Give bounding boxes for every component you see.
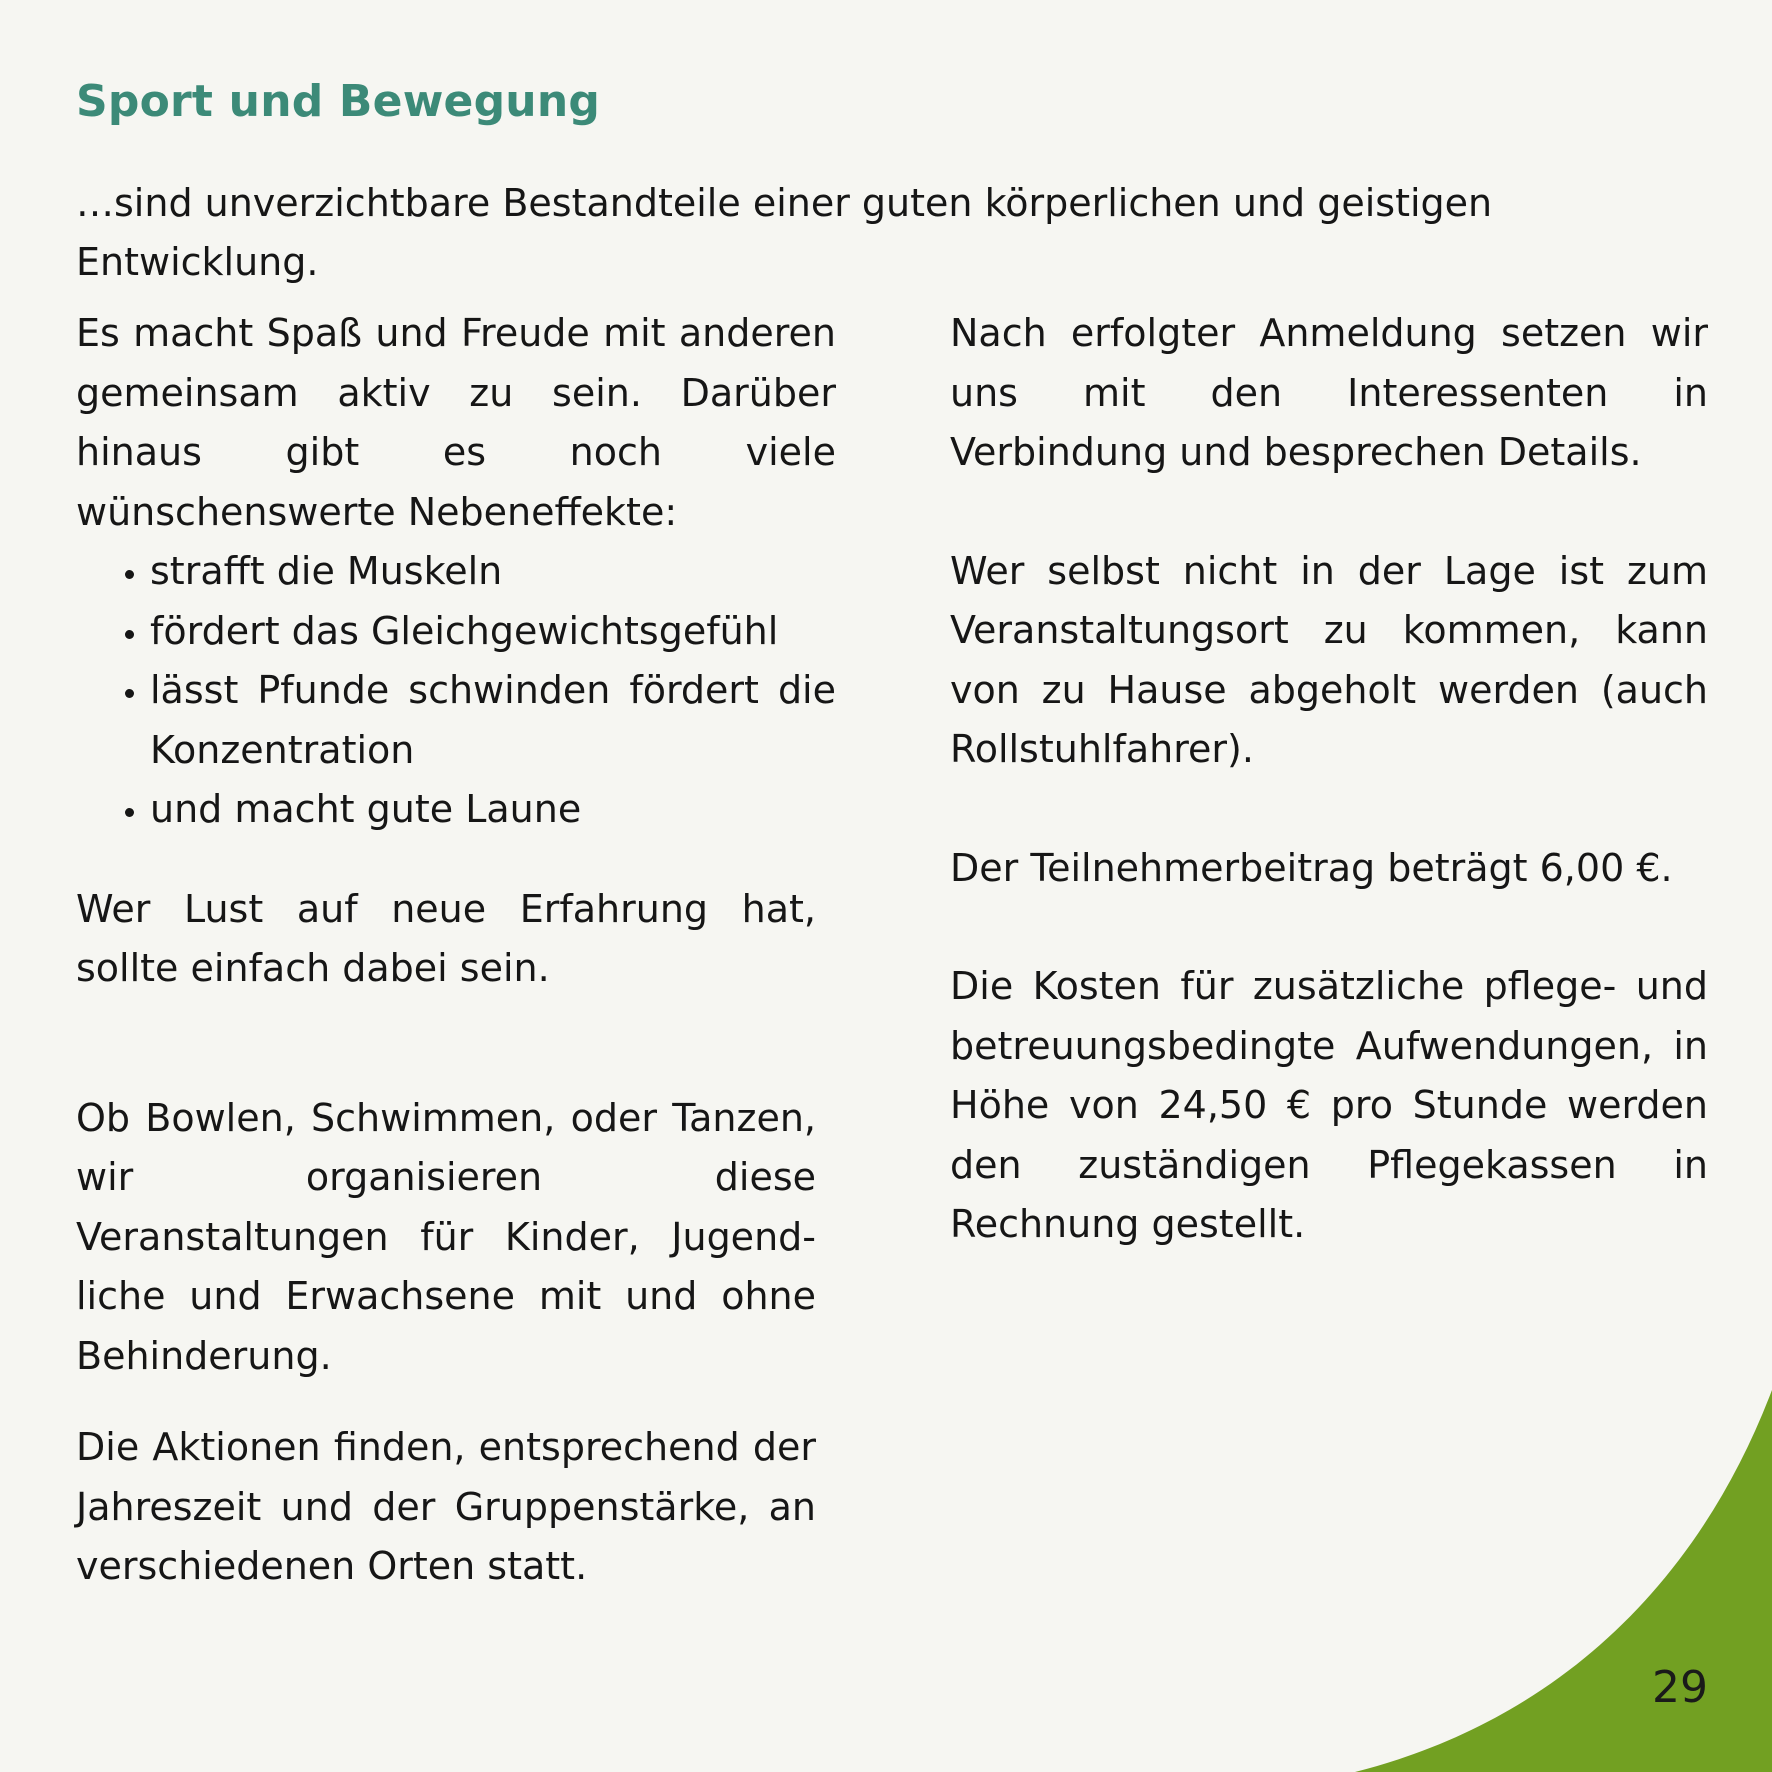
left-paragraph-2: Wer Lust auf neue Erfahrung hat, sollte einfach dabei sein. xyxy=(76,886,816,990)
right-paragraph-4: Die Kosten für zusätzliche pflege- und betreuungsbedingte Aufwendungen, in Höhe von 24,50 € pro Stunde werden den zuständigen Pflegekassen in Rechnung gestellt. xyxy=(950,964,1708,1246)
list-item: • strafft die Muskeln xyxy=(150,542,836,602)
right-paragraph-2: Wer selbst nicht in der Lage ist zum Veranstaltungsort zu kommen, kann von zu Hause abgeholt werden (auch Rollstuhlfahrer). xyxy=(950,548,1708,771)
right-paragraph-1: Nach erfolgter Anmeldung setzen wir uns mit den Interessenten in Verbindung und besprechen Details. xyxy=(950,311,1708,474)
right-column xyxy=(950,304,1708,1255)
benefits-list xyxy=(76,542,836,840)
list-item: • fördert das Gleichgewichtsgefühl xyxy=(150,602,836,662)
left-paragraph-1: Es macht Spaß und Freude mit anderen gemeinsam aktiv zu sein. Darüber hinaus gibt es noch viele wünschenswerte Nebeneffekte: xyxy=(76,311,836,534)
list-item: • und macht gute Laune xyxy=(150,780,836,840)
left-paragraph-4: Die Aktionen finden, entsprechend der Jahreszeit und der Gruppenstärke, an verschiedenen Orten statt. xyxy=(76,1425,816,1588)
page-number: 29 xyxy=(1652,1662,1708,1713)
right-paragraph-3: Der Teilnehmerbeitrag beträgt 6,00 €. xyxy=(950,845,1673,890)
intro-text: …sind unverzichtbare Bestandteile einer guten körperlichen und geistigen Entwicklung. xyxy=(76,181,1493,284)
left-column xyxy=(76,304,836,1597)
page-title: Sport und Bewegung xyxy=(76,76,601,127)
list-item: • lässt Pfunde schwinden fördert die Konzentration xyxy=(150,661,836,780)
corner-curve-shape xyxy=(1355,1390,1772,1772)
left-paragraph-3: Ob Bowlen, Schwimmen, oder Tanzen, wir organisieren diese Veranstaltungen für Kinder, Jugendliche und Erwachsene mit und ohne Behinderung. xyxy=(76,1095,816,1378)
